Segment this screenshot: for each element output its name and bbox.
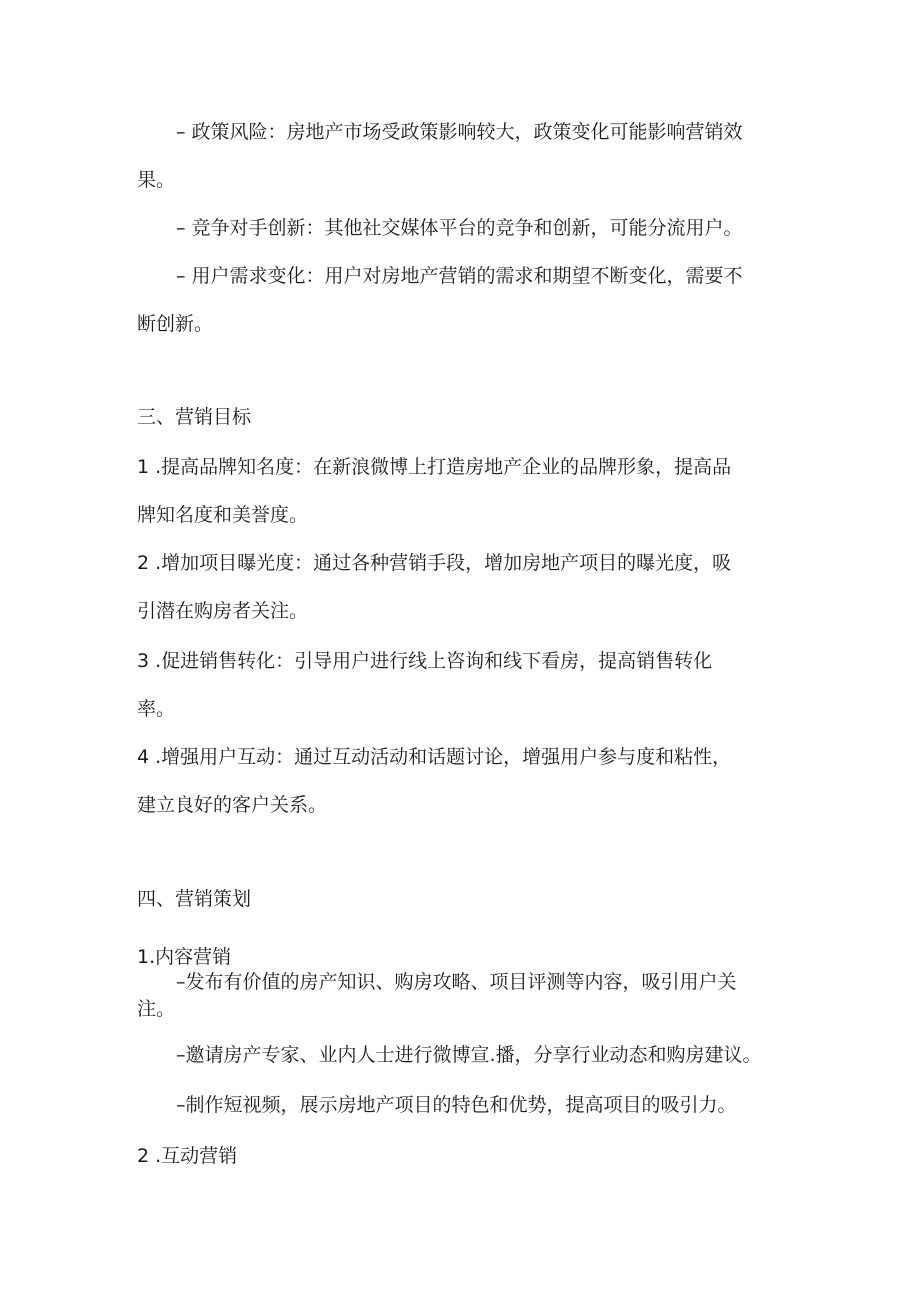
- goal-4-line1: 4 .增强用户互动：通过互动活动和话题讨论，增强用户参与度和粘性，: [137, 746, 732, 768]
- goal-1-line1: 1 .提高品牌知名度：在新浪微博上打造房地产企业的品牌形象，提高品: [137, 456, 732, 478]
- risk-policy-line1: – 政策风险：房地产市场受政策影响较大，政策变化可能影响营销效: [176, 121, 743, 143]
- goal-3-line1: 3 .促进销售转化：引导用户进行线上咨询和线下看房，提高销售转化: [137, 650, 713, 672]
- section3-heading: 三、营销目标: [137, 406, 252, 428]
- sub1-title: 1.内容营销: [137, 946, 232, 968]
- content-bullet-2: –邀请房产专家、业内人士进行微博宣.播，分享行业动态和购房建议。: [176, 1044, 762, 1066]
- risk-user-demand-line1: – 用户需求变化：用户对房地产营销的需求和期望不断变化，需要不: [176, 265, 743, 287]
- content-bullet-1-line2: 注。: [137, 998, 176, 1020]
- goal-2-line2: 引潜在购房者关注。: [137, 600, 309, 622]
- risk-policy-line2: 果。: [137, 169, 176, 191]
- sub2-title: 2 .互动营销: [137, 1145, 238, 1167]
- goal-2-line1: 2 .增加项目曝光度：通过各种营销手段，增加房地产项目的曝光度，吸: [137, 552, 732, 574]
- goal-3-line2: 率。: [137, 698, 176, 720]
- content-bullet-1-line1: –发布有价值的房产知识、购房攻略、项目评测等内容，吸引用户关: [176, 971, 737, 993]
- risk-competitor: – 竞争对手创新：其他社交媒体平台的竞争和创新，可能分流用户。: [176, 217, 743, 239]
- section4-heading: 四、营销策划: [137, 888, 252, 910]
- risk-user-demand-line2: 断创新。: [137, 313, 214, 335]
- goal-1-line2: 牌知名度和美誉度。: [137, 504, 309, 526]
- goal-4-line2: 建立良好的客户关系。: [137, 794, 328, 816]
- content-bullet-3: –制作短视频，展示房地产项目的特色和优势，提高项目的吸引力。: [176, 1094, 737, 1116]
